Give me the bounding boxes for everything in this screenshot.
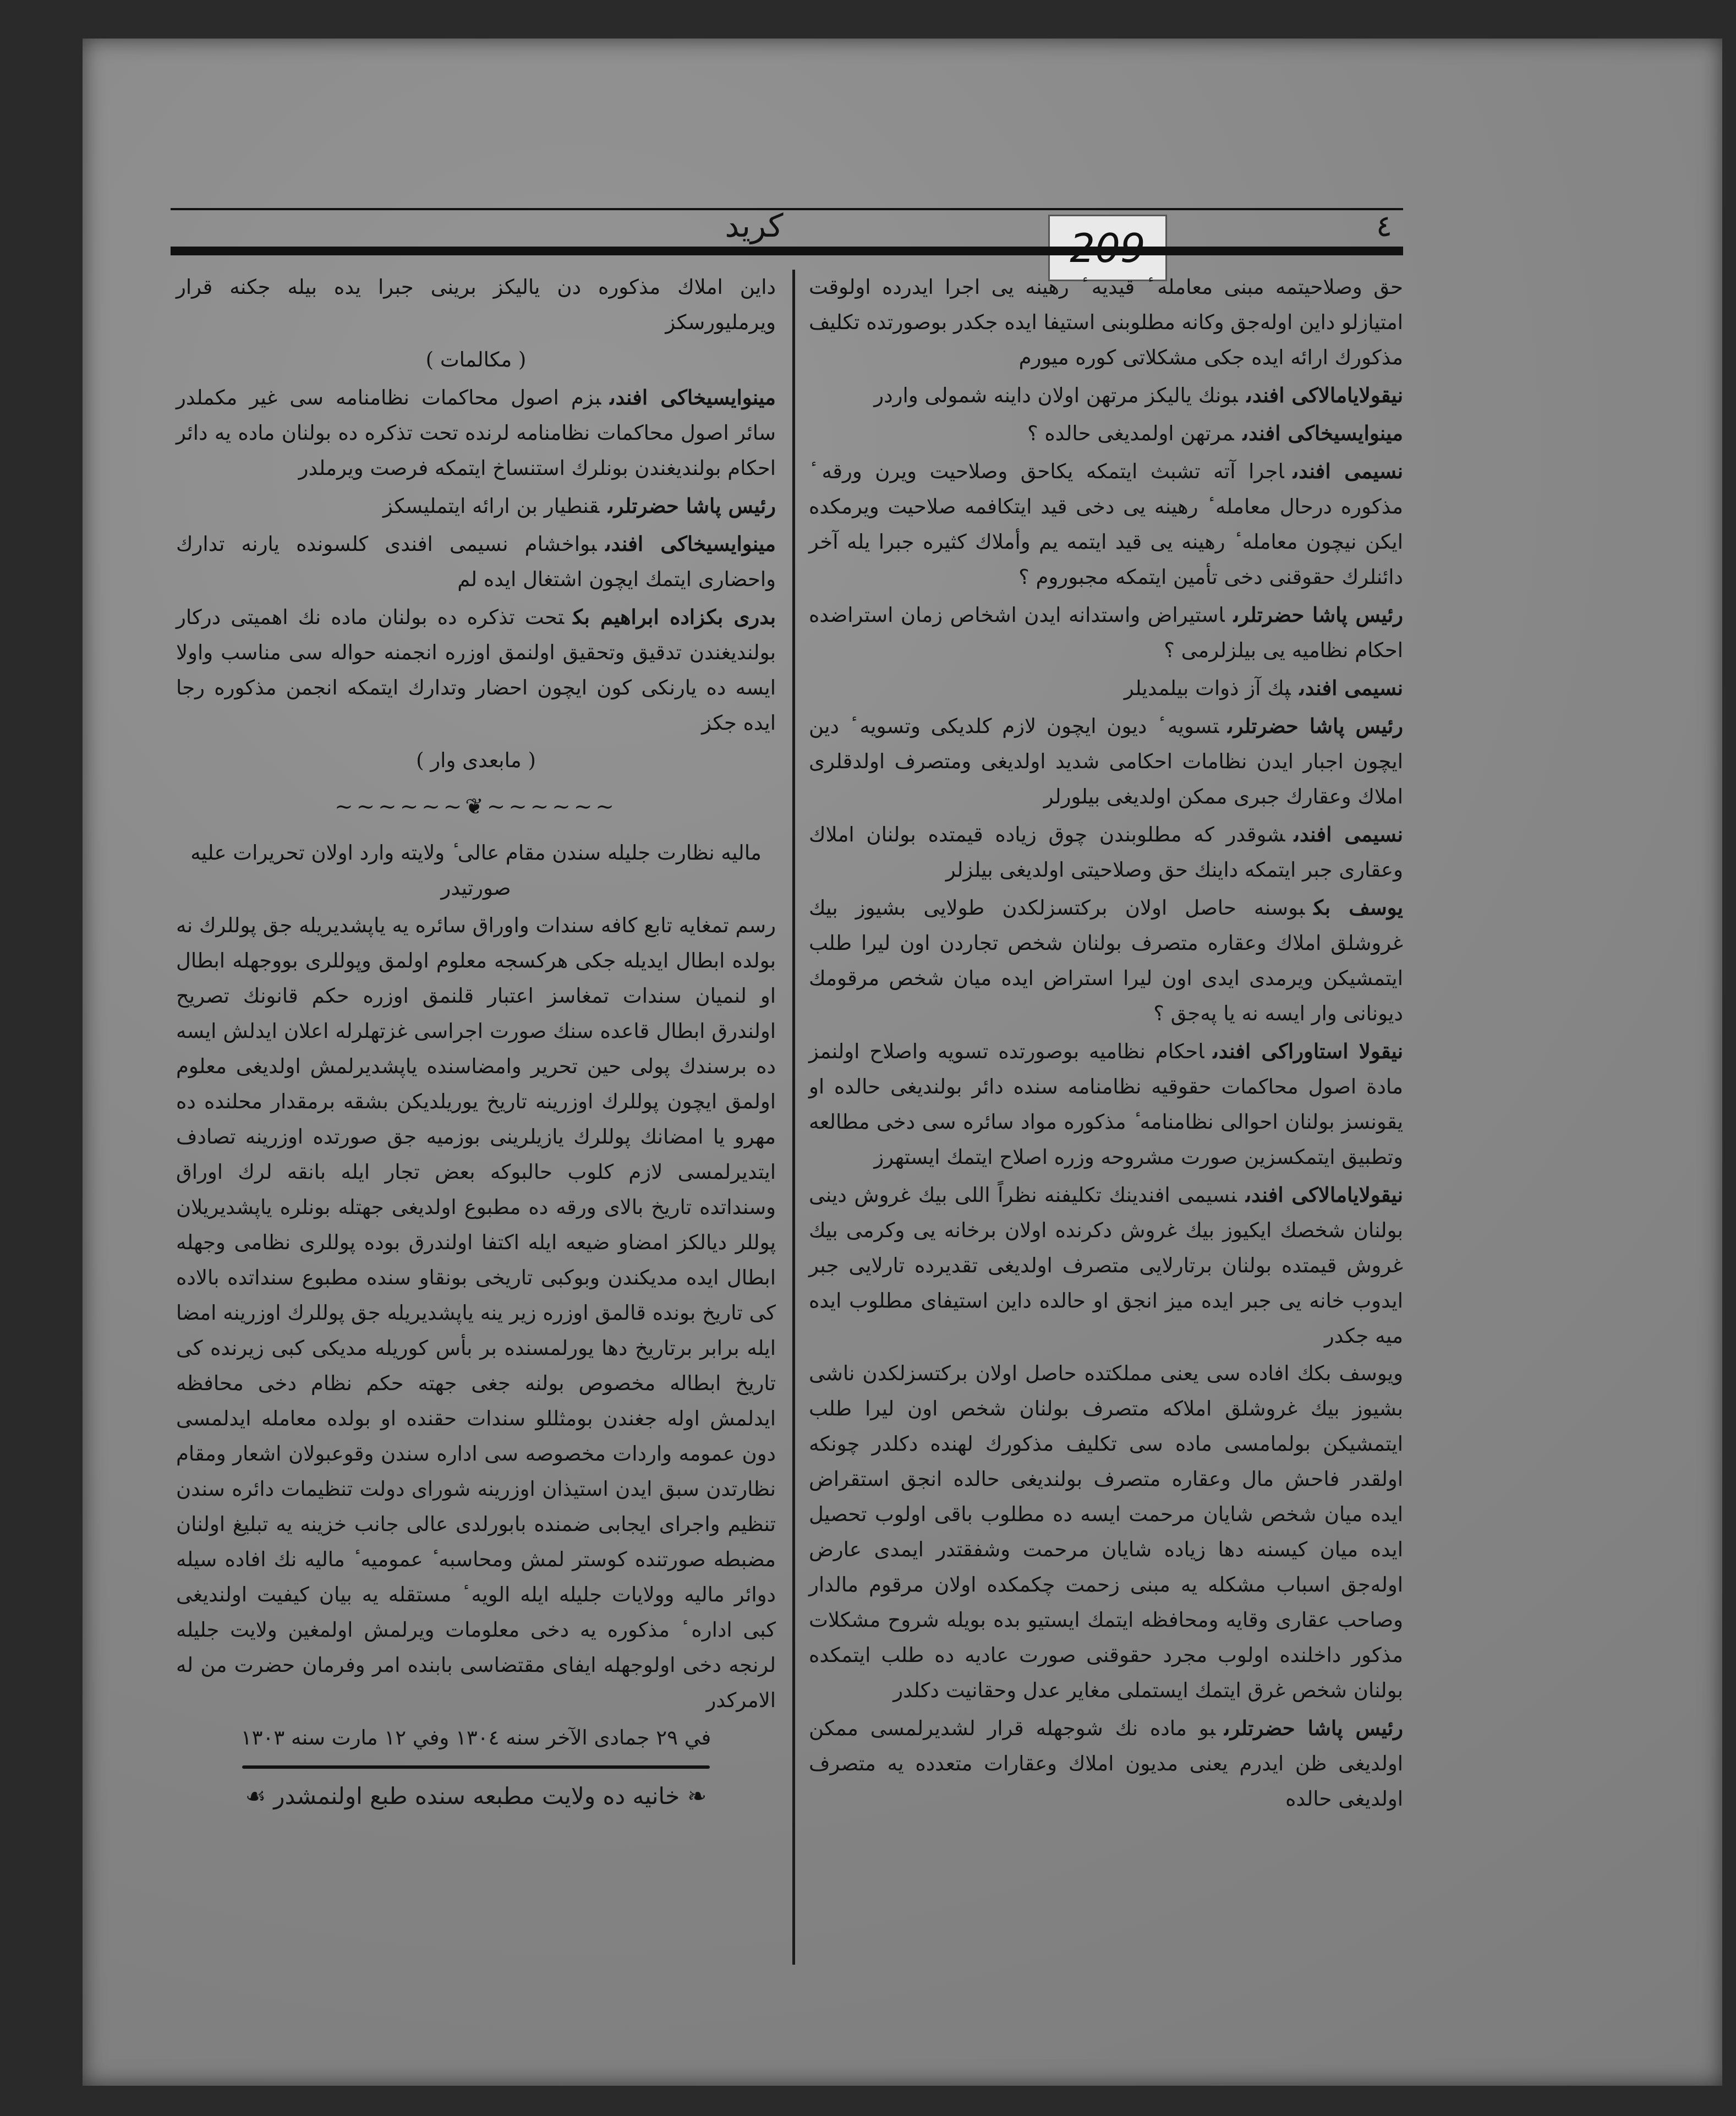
- speaker-name: نسيمى افندى: [1294, 822, 1403, 846]
- paragraph-text: حق وصلاحيتمه مبنى معامله ٔ قيديه ٔ رهينه يى اجرا ايدرده اولوقت امتيازلو داين اولەجق وكانه مطلوبنى استيفا ايده جكدر بوصورتده تكليف مذكورك ارائه ايده جكى مشكلاتى كوره ميورم: [809, 275, 1403, 369]
- speaker-name: رئيس پاشا حضرتلرى: [1228, 714, 1403, 738]
- speech-paragraph: [809, 1034, 1403, 1175]
- paragraph-text: ( مكالمات ): [425, 348, 527, 371]
- paragraph-text: ( مابعدى وار ): [416, 748, 536, 772]
- text-paragraph: [176, 743, 776, 778]
- masthead-title: كريد: [725, 207, 784, 244]
- speech-paragraph: [809, 597, 1403, 668]
- paragraph-text: شوقدر كه مطلوبندن چوق زياده قيمتده بولنان املاك وعقارى جبر ايتمكه داينك حق وصلاحيتى اولديغى بيلزلر: [809, 823, 1403, 882]
- text-paragraph: [176, 270, 776, 340]
- paragraph-text: تحت تذكره ده بولنان ماده نك اهميتى دركار بولنديغندن تدقيق وتحقيق اولنمق اوزره انجمنه حواله سى مناسب واولا ايسه ده يارنكى كون ايچون احضار وتدارك ايتمكه انجمن مذكوره رجا ايده جكز: [176, 605, 776, 735]
- text-paragraph: [176, 1720, 776, 1756]
- column-divider: [792, 270, 795, 1965]
- speech-paragraph: [809, 1177, 1403, 1354]
- fleuron-icon: ❧: [687, 1783, 707, 1809]
- closing-rule: [242, 1765, 710, 1769]
- fleuron-icon: ☙: [245, 1783, 266, 1809]
- speaker-name: نسيمى افندى: [1293, 459, 1404, 483]
- speaker-name: بدرى بكزاده ابراهيم بك: [573, 605, 776, 629]
- text-paragraph: [176, 835, 776, 906]
- text-paragraph: [176, 908, 776, 1718]
- speaker-name: رئيس پاشا حضرتلرى: [1233, 603, 1403, 627]
- speaker-name: نيقولايامالاكى افندى: [1246, 383, 1403, 407]
- speaker-name: نيقولا استاوراكى افندى: [1213, 1039, 1403, 1063]
- paragraph-text: نسيمى افندينك تكليفنه نظراً اللى بيك غروش دينى بولنان شخصك ايكيوز بيك غروش دكرنده اولان برخانه يى وكرمى بيك غروش قيمتده بولنان برتارلايى متصرف اولديغى تقديرده تارلايى جبر ايدوب خانه يى جبر ايده ميز انجق او حالده داين استيفاى مطلوب ايده ميه جكدر: [809, 1183, 1403, 1348]
- paragraph-text: اجرا آته تشبث ايتمكه يكاحق وصلاحيت ويرن ورقه ٔ مذكوره درحال معامله ٔ رهينه يى دخى قيد ايتكافمه صلاحيت ويرمكده ايكن نيچون معامله ٔ رهينه يى قيد ايتمه يم وأملاك كثيره جبرا يله آخر دائنلرك حقوقنى دخى تأمين ايتمكه مجبوروم ؟: [809, 460, 1403, 589]
- speaker-name: نسيمى افندى: [1299, 676, 1403, 700]
- speaker-name: مينوايسيخاكى افندى: [610, 385, 776, 409]
- paragraph-text: تسويه ٔ ديون ايچون لازم كلديكى وتسويه ٔ دين ايچون اجبار ايدن نظامات احكامى شديد اولديغى ومتصرف اولدقلرى املاك وعقارك جبرى ممكن اولديغى بيلورلر: [809, 714, 1403, 808]
- left-column: [176, 270, 776, 1814]
- text-paragraph: [176, 342, 776, 378]
- paragraph-text: مرتهن اولمديغى حالده ؟: [1027, 422, 1234, 445]
- speech-paragraph: [176, 488, 776, 524]
- speech-paragraph: [176, 380, 776, 486]
- paragraph-text: ماليه نظارت جليله سندن مقام عالى ٔ ولايته وارد اولان تحريرات عليه صورتيدر: [190, 841, 762, 900]
- header-bottom-rule: [171, 247, 1403, 255]
- speech-paragraph: [809, 378, 1403, 413]
- section-ornament: ~~~~~~❦~~~~~~: [335, 794, 617, 819]
- paragraph-text: قنطيار بن ارائه ايتمليسكز: [382, 494, 600, 518]
- paragraph-text: پك آز ذوات بيلمديلر: [1124, 676, 1291, 700]
- speech-paragraph: [809, 670, 1403, 706]
- speech-paragraph: [176, 599, 776, 741]
- paragraph-text: بواخشام نسيمى افندى كلسونده يارنه تدارك واحضارى ايتمك ايچون اشتغال ايده لم: [176, 532, 776, 591]
- speaker-name: مينوايسيخاكى افندى: [605, 532, 776, 556]
- speech-paragraph: [176, 526, 776, 597]
- speaker-name: يوسف بك: [1313, 895, 1403, 920]
- paragraph-text: بزم اصول محاكمات نظامنامه سى غير مكملدر سائر اصول محاكمات نظامنامه لرنده تحت تذكره ده بولنان ماده يه دائر احكام بولنديغندن بونلرك استنساخ ايتمكه فرصت ويرملدر: [176, 386, 776, 480]
- speaker-name: رئيس پاشا حضرتلرى: [1224, 1716, 1403, 1740]
- paragraph-text: بوسنه حاصل اولان بركتسزلكدن طولايى بشيوز بيك غروشلق املاك وعقاره متصرف بولنان شخص تجاردن اون ليرا طلب ايتمشيكن ويرمدى ايدى اون ليرا استراض ايده ميان شخص مرقومك ديونانى وار ايسه نه يا پەجق ؟: [809, 896, 1403, 1025]
- speech-paragraph: [809, 708, 1403, 814]
- speech-paragraph: [809, 453, 1403, 595]
- speech-paragraph: [809, 817, 1403, 888]
- right-column: [809, 270, 1403, 1819]
- paragraph-text: بو ماده نك شوجهله قرار لشديرلمسى ممكن اولديغى ظن ايدرم يعنى مديون املاك وعقارات متعدده يه متصرف اولديغى حالده: [809, 1716, 1403, 1811]
- speech-paragraph: [809, 415, 1403, 451]
- speaker-name: مينوايسيخاكى افندى: [1242, 421, 1403, 445]
- paragraph-text: في ٢٩ جمادى الآخر سنه ١٣٠٤ وفي ١٢ مارت سنه ١٣٠٣: [240, 1726, 711, 1749]
- text-paragraph: [809, 270, 1403, 375]
- printer-imprint: [176, 1779, 776, 1814]
- paragraph-text: رسم تمغايه تابع كافه سندات واوراق سائره يه ياپشديريله جق پوللرك نه بولده ابطال ايديله جكى هركسجه معلوم اولمق وپوللرى بووجهله ابطال او لنميان سندات تمغاسز اعتبار قلنمق اوزره حكم قانونك تصريح اولندرق ابطال قاعده سنك صورت اجراسى غزتهلرله اعلان ايدلش ايسه ده برسندك پولى حين تحرير وامضاسنده ياپشديرلمش اولديغى معلوم اولمق ايچون پوللرك اوزرينه تاريخ يوريلديكن بشقه برمقدار محلنده ده مهرو يا امضانك پوللرك يازيلرينى بوزميه جق صورتده اوزرينه تصادف ايتديرلمسى لازم كلوب حالبوكه بعض تجار ايله بانقه لرك اوراق وسنداتده تاريخ بالاى ورقه ده مطبوع اولديغى جهتله بونلره ياپشديريلان پوللر ديالكز امضاو ضيعه ايله اكتفا اولندرق بوده پوللرى نظامى وجهله ابطال ايده مديكندن وبوكبى تاريخى بونقاو سنده مطبوع سنداتده بالاده كى تاريخ بونده قالمق اوزره زير ينه ياپشديريله جق پوللرك اوزرينه امضا ايله برابر برتاريخ دها يورلمسنده بر بأس كوريله مديكى كبى زيرنده كى تاريخ ابطاله مخصوص بولنه جغى جهته حكم نظام دخى محافظه ايدلمش اوله جغندن بومثللو سندات حقنده او بولده معامله ايدلمسى دون عمومه واردات مخصوصه سى اداره سندن وقوعبولان اشعار ومقام نظارتدن سبق ايدن استيذان اوزرينه شوراى دولت تنظيمات دائره سندن تنظيم واجراى ايجابى ضمنده بابورلدى عالى جانب خزينه يه تبليغ اولنان مضبطه صورتنده كوستر لمش ومحاسبه ٔ عموميه ٔ ماليه نك افاده سيله دوائر ماليه وولايات جليله ايله الويه ٔ مستقله يه بيان كيفيت اولنديغى كبى اداره ٔ مذكوره يه دخى معلومات ويرلمش اولمغين ولايت جليله لرنجه دخى اولوجهله ايفاى مقتضاسى بابنده امر وفرمان حضرت من له الامركدر: [176, 914, 776, 1712]
- speaker-name: رئيس پاشا حضرتلرى: [608, 494, 776, 518]
- paragraph-text: احكام نظاميه بوصورتده تسويه واصلاح اولنمز مادة اصول محاكمات حقوقيه نظامنامه سنده دائر بولنديغى حالده او يقونسز بولنان احوالى نظامنامه ٔ مذكوره مواد سائره سى دخى مطالعه وتطبيق ايتمكسزين صورت مشروحه وزره اصلاح ايتمك ايستهرز: [809, 1040, 1403, 1169]
- text-paragraph: [809, 1356, 1403, 1708]
- issue-page-number: ٤: [1376, 208, 1392, 243]
- paragraph-text: بونك ياليكز مرتهن اولان داينه شمولى واردر: [874, 384, 1238, 407]
- paragraph-text: استيراض واستدانه ايدن اشخاص زمان استراضده احكام نظاميه يى بيلزلرمى ؟: [809, 603, 1403, 662]
- speech-paragraph: [809, 1710, 1403, 1817]
- speech-paragraph: [809, 890, 1403, 1031]
- paragraph-text: ويوسف بكك افاده سى يعنى مملكتده حاصل اولان بركتسزلكدن ناشى بشيوز بيك غروشلق املاكه متصرف بولنان شخص اون ليرا طلب ايتمشيكن بولمامسى ماده سى تكليف مذكورك لهنده دكلدر چونكه اولقدر فاحش مال وعقاره متصرف بولنديغى حالده انجق استقراض ايده ميان شخص شايان مرحمت ايسه ده مطلوب باقى اولوب تحصيل ايده ميان كيسنه دها زياده شايان مرحمت وشفقتدر ايمدى عارض اولەجق اسباب مشكله يه مبنى زحمت چكمكده اولان مرقوم مالدار وصاحب عقارى وقايه ومحافظه ايتمك ايستيو بده بويله شروح مشكلات مذكور داخلنده اولوب مجرد حقوقنى صورت عاديه ده طلب ايتمكده بولنان شخص غرق ايتمك ايستملى مغاير عدل وحقانيت دكلدر: [809, 1362, 1403, 1702]
- speaker-name: نيقولايامالاكى افندى: [1245, 1183, 1403, 1207]
- page-header: [165, 206, 1403, 245]
- imprint-text: خانيه ده ولايت مطبعه سنده طبع اولنمشدر: [273, 1783, 680, 1809]
- paragraph-text: داين املاك مذكوره دن ياليكز برينى جبرا يده بيله جكنه قرار ويرمليورسكز: [176, 275, 776, 334]
